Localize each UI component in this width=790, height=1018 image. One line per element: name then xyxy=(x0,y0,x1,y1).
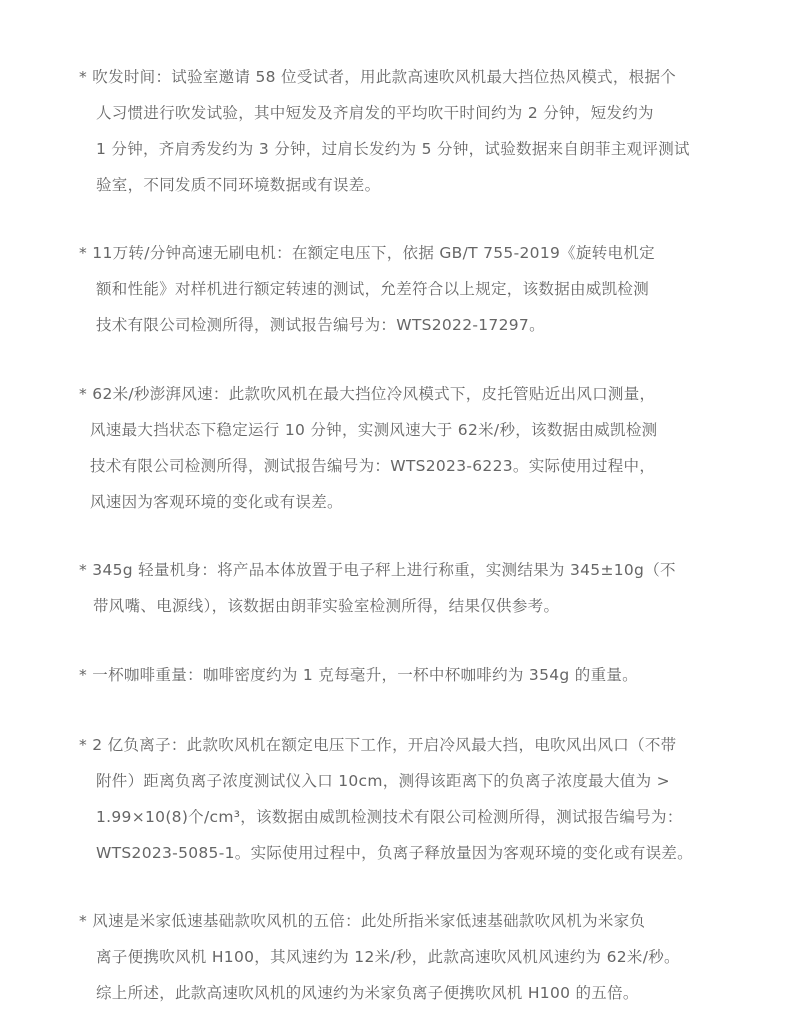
footnote-line: * 一杯咖啡重量：咖啡密度约为 1 克每毫升，一杯中杯咖啡约为 354g 的重量。 xyxy=(79,666,638,684)
footnote-line: 人习惯进行吹发试验，其中短发及齐肩发的平均吹干时间约为 2 分钟，短发约为 xyxy=(96,104,654,122)
footnote-line: * 风速是米家低速基础款吹风机的五倍：此处所指米家低速基础款吹风机为米家负 xyxy=(79,912,646,930)
footnote-line: 验室，不同发质不同环境数据或有误差。 xyxy=(96,176,381,194)
footnote-line: 1.99×10(8)个/cm³，该数据由威凯检测技术有限公司检测所得，测试报告编号为： xyxy=(96,808,683,826)
footnote-line: 离子便携吹风机 H100，其风速约为 12米/秒，此款高速吹风机风速约为 62米/秒。 xyxy=(96,948,680,966)
footnote-line: 额和性能》对样机进行额定转速的测试，允差符合以上规定，该数据由威凯检测 xyxy=(96,280,650,298)
footnote-line: * 2 亿负离子：此款吹风机在额定电压下工作，开启冷风最大挡，电吹风出风口（不带 xyxy=(79,736,677,754)
footnote-line: * 吹发时间：试验室邀请 58 位受试者，用此款高速吹风机最大挡位热风模式，根据个 xyxy=(79,68,677,86)
footnote-line: 附件）距离负离子浓度测试仪入口 10cm，测得该距离下的负离子浓度最大值为 > xyxy=(96,772,670,790)
footnote-line: * 345g 轻量机身：将产品本体放置于电子秤上进行称重，实测结果为 345±10g（不 xyxy=(79,561,676,579)
footnote-line: WTS2023-5085-1。实际使用过程中，负离子释放量因为客观环境的变化或有误差。 xyxy=(96,844,693,862)
footnote-line: 带风嘴、电源线），该数据由朗菲实验室检测所得，结果仅供参考。 xyxy=(93,597,560,615)
footnote-line: 风速最大挡状态下稳定运行 10 分钟，实测风速大于 62米/秒，该数据由威凯检测 xyxy=(90,421,658,439)
footnote-line: 风速因为客观环境的变化或有误差。 xyxy=(90,493,343,511)
footnote-line: 综上所述，此款高速吹风机的风速约为米家负离子便携吹风机 H100 的五倍。 xyxy=(96,984,639,1002)
footnote-line: 1 分钟，齐肩秀发约为 3 分钟，过肩长发约为 5 分钟，试验数据来自朗菲主观评测试 xyxy=(96,140,690,158)
footnote-line: * 11万转/分钟高速无刷电机：在额定电压下，依据 GB/T 755-2019《旋转电机定 xyxy=(79,244,655,262)
footnote-line: * 62米/秒澎湃风速：此款吹风机在最大挡位冷风模式下，皮托管贴近出风口测量， xyxy=(79,385,656,403)
footnote-line: 技术有限公司检测所得，测试报告编号为：WTS2022-17297。 xyxy=(96,316,545,334)
footnote-line: 技术有限公司检测所得，测试报告编号为：WTS2023-6223。实际使用过程中， xyxy=(90,457,656,475)
